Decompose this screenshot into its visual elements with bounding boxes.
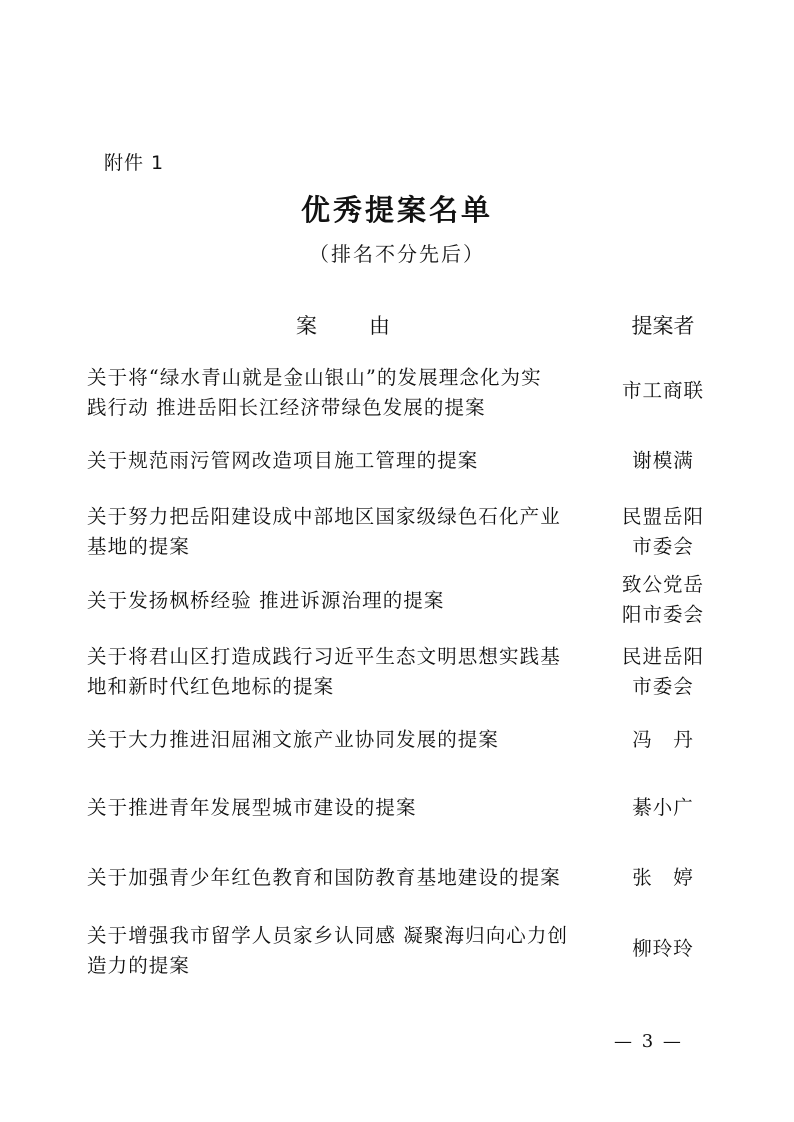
title-line: 关于规范雨污管网改造项目施工管理的提案 <box>87 449 479 472</box>
row-title <box>87 921 607 981</box>
title-line: 关于将君山区打造成践行习近平生态文明思想实践基 <box>87 645 561 668</box>
title-line: 基地的提案 <box>87 535 191 558</box>
proposer-line: 致公党岳 <box>621 573 704 596</box>
attachment-label: 附件 1 <box>104 152 165 174</box>
row-proposer <box>608 502 718 562</box>
proposer-line: 市委会 <box>632 675 694 698</box>
row-proposer <box>608 934 718 964</box>
row-title <box>87 725 607 755</box>
proposer-line: 阳市委会 <box>621 603 704 626</box>
title-line: 关于将“绿水青山就是金山银山”的发展理念化为实 <box>87 366 542 389</box>
page-number: — 3 — <box>614 1031 683 1052</box>
proposer-line: 民进岳阳 <box>621 645 704 668</box>
title-line: 践行动 推进岳阳长江经济带绿色发展的提案 <box>87 396 486 419</box>
title-line: 关于努力把岳阳建设成中部地区国家级绿色石化产业 <box>87 505 561 528</box>
proposer-line: 市工商联 <box>621 379 704 402</box>
document-title: 优秀提案名单 <box>300 193 493 227</box>
row-proposer <box>608 570 718 630</box>
title-line: 造力的提案 <box>87 954 191 977</box>
title-line: 关于推进青年发展型城市建设的提案 <box>87 796 417 819</box>
proposer-line: 柳玲玲 <box>632 937 694 960</box>
proposer-line: 綦小广 <box>632 796 694 819</box>
proposer-line: 谢模满 <box>632 449 694 472</box>
row-proposer <box>608 642 718 702</box>
row-title <box>87 642 607 702</box>
row-proposer <box>608 725 718 755</box>
title-line: 关于加强青少年红色教育和国防教育基地建设的提案 <box>87 866 561 889</box>
row-title <box>87 502 607 562</box>
row-proposer <box>608 446 718 476</box>
document-subtitle: （排名不分先后） <box>309 242 485 266</box>
proposer-line: 冯 丹 <box>632 728 694 751</box>
title-line: 关于大力推进汨屈湘文旅产业协同发展的提案 <box>87 728 500 751</box>
row-title <box>87 793 607 823</box>
title-line: 关于发扬枫桥经验 推进诉源治理的提案 <box>87 589 445 612</box>
row-title <box>87 363 607 423</box>
proposer-line: 民盟岳阳 <box>621 505 704 528</box>
title-line: 地和新时代红色地标的提案 <box>87 675 335 698</box>
header-reason: 案由 <box>296 314 442 338</box>
row-title <box>87 863 607 893</box>
title-line: 关于增强我市留学人员家乡认同感 凝聚海归向心力创 <box>87 924 569 947</box>
row-proposer <box>608 376 718 406</box>
proposer-line: 张 婷 <box>632 866 694 889</box>
row-proposer <box>608 793 718 823</box>
proposer-line: 市委会 <box>632 535 694 558</box>
row-proposer <box>608 863 718 893</box>
header-proposer: 提案者 <box>631 314 695 338</box>
row-title <box>87 586 607 616</box>
row-title <box>87 446 607 476</box>
